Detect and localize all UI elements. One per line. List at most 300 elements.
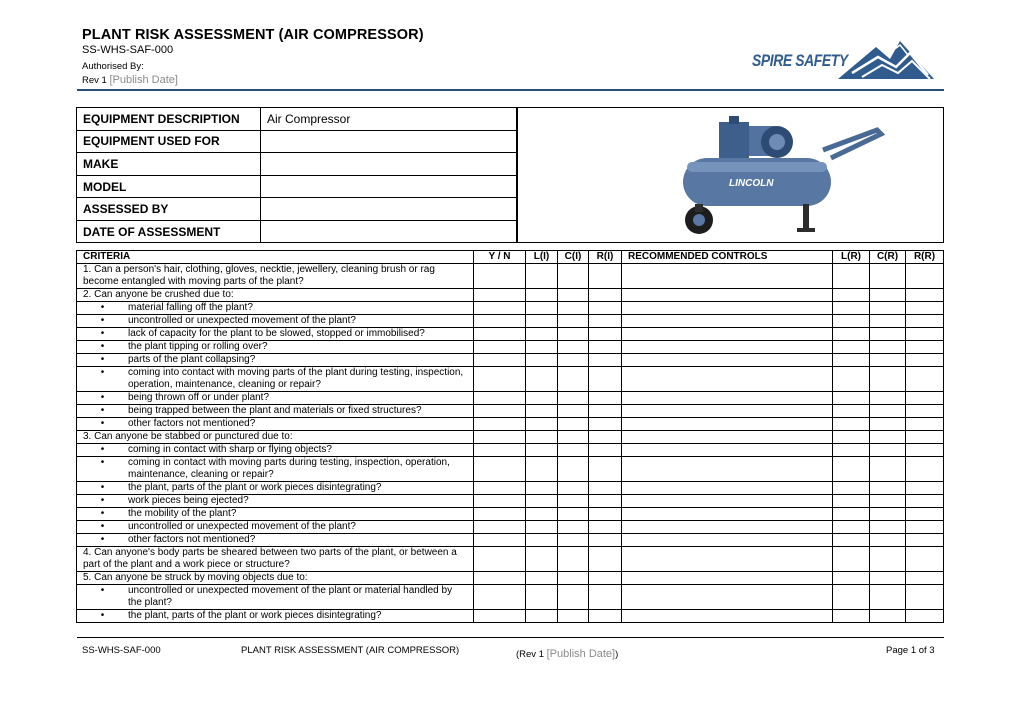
criteria-row [77,328,944,341]
risk-residual-cell[interactable] [906,341,944,354]
bullet-icon: • [100,418,105,429]
likelihood-initial-cell[interactable] [526,341,558,354]
likelihood-residual-cell[interactable] [833,534,870,547]
criteria-sub-item [77,341,474,354]
consequence-residual-cell[interactable] [870,534,906,547]
likelihood-residual-cell[interactable] [833,367,870,392]
spire-safety-logo [752,37,937,83]
consequence-residual-cell[interactable] [870,521,906,534]
consequence-initial-cell[interactable] [558,264,589,289]
criteria-row [77,610,944,623]
criteria-row [77,508,944,521]
consequence-residual-cell[interactable] [870,315,906,328]
risk-initial-cell[interactable] [589,354,622,367]
recommended-controls-cell[interactable] [622,354,833,367]
consequence-residual-cell[interactable] [870,405,906,418]
consequence-residual-cell[interactable] [870,367,906,392]
likelihood-residual-cell[interactable] [833,289,870,302]
likelihood-initial-cell[interactable] [526,328,558,341]
footer-rev-label: (Rev 1 [516,649,544,660]
likelihood-initial-cell[interactable] [526,405,558,418]
equipment-field-label: MODEL [77,175,261,198]
likelihood-residual-cell[interactable] [833,585,870,610]
bullet-icon: • [100,495,105,506]
yes-no-cell[interactable] [474,482,526,495]
likelihood-initial-cell[interactable] [526,289,558,302]
equipment-row [77,220,517,242]
consequence-residual-cell[interactable] [870,431,906,444]
risk-initial-cell[interactable] [589,431,622,444]
footer-revision [516,648,618,660]
risk-residual-cell[interactable] [906,610,944,623]
yes-no-cell[interactable] [474,444,526,457]
equipment-field-value[interactable] [261,130,517,153]
likelihood-initial-cell[interactable] [526,585,558,610]
risk-initial-cell[interactable] [589,392,622,405]
criteria-text: lack of capacity for the plant to be slowed, stopped or immobilised? [128,328,425,339]
risk-initial-cell[interactable] [589,289,622,302]
likelihood-residual-cell[interactable] [833,328,870,341]
recommended-controls-cell[interactable] [622,585,833,610]
consequence-residual-cell[interactable] [870,572,906,585]
risk-residual-cell[interactable] [906,405,944,418]
consequence-residual-cell[interactable] [870,610,906,623]
yes-no-cell[interactable] [474,547,526,572]
criteria-row [77,418,944,431]
recommended-controls-cell[interactable] [622,392,833,405]
equipment-field-value[interactable] [261,175,517,198]
equipment-field-label: ASSESSED BY [77,198,261,221]
bullet-icon: • [100,444,105,455]
risk-residual-cell[interactable] [906,508,944,521]
consequence-initial-cell[interactable] [558,521,589,534]
consequence-initial-cell[interactable] [558,367,589,392]
equipment-field-label: EQUIPMENT USED FOR [77,130,261,153]
recommended-controls-cell[interactable] [622,572,833,585]
likelihood-residual-cell[interactable] [833,431,870,444]
criteria-row [77,547,944,572]
likelihood-initial-cell[interactable] [526,457,558,482]
recommended-controls-cell[interactable] [622,521,833,534]
risk-initial-cell[interactable] [589,610,622,623]
criteria-row [77,585,944,610]
authorised-by-label: Authorised By: [82,61,144,72]
risk-initial-cell[interactable] [589,572,622,585]
risk-initial-cell[interactable] [589,341,622,354]
criteria-sub-item [77,585,474,610]
recommended-controls-cell[interactable] [622,418,833,431]
yes-no-cell[interactable] [474,521,526,534]
consequence-initial-cell[interactable] [558,289,589,302]
consequence-initial-cell[interactable] [558,572,589,585]
consequence-residual-cell[interactable] [870,392,906,405]
air-compressor-image [637,112,897,238]
criteria-sub-item [77,444,474,457]
criteria-question: 2. Can anyone be crushed due to: [77,289,474,302]
yes-no-cell[interactable] [474,302,526,315]
equipment-row [77,198,517,221]
risk-initial-cell[interactable] [589,585,622,610]
likelihood-residual-header: L(R) [833,251,870,264]
criteria-text: uncontrolled or unexpected movement of the plant? [128,315,356,326]
likelihood-residual-cell[interactable] [833,508,870,521]
likelihood-initial-cell[interactable] [526,315,558,328]
equipment-field-value[interactable] [261,220,517,242]
likelihood-residual-cell[interactable] [833,392,870,405]
risk-initial-cell[interactable] [589,547,622,572]
risk-initial-cell[interactable] [589,302,622,315]
yes-no-cell[interactable] [474,315,526,328]
consequence-initial-cell[interactable] [558,328,589,341]
risk-initial-cell[interactable] [589,534,622,547]
footer-rev-close: ) [615,649,619,660]
criteria-text: being trapped between the plant and materials or fixed structures? [128,405,422,416]
criteria-text: work pieces being ejected? [128,495,249,506]
consequence-initial-cell[interactable] [558,482,589,495]
bullet-icon: • [100,457,105,468]
consequence-initial-cell[interactable] [558,610,589,623]
likelihood-initial-cell[interactable] [526,610,558,623]
equipment-row [77,130,517,153]
risk-residual-cell[interactable] [906,572,944,585]
risk-residual-cell[interactable] [906,418,944,431]
criteria-text: the plant, parts of the plant or work pieces disintegrating? [128,610,382,621]
likelihood-initial-cell[interactable] [526,302,558,315]
criteria-sub-item [77,392,474,405]
yes-no-cell[interactable] [474,585,526,610]
criteria-sub-item [77,405,474,418]
compressor-brand-label: LINCOLN [729,178,774,189]
criteria-row [77,367,944,392]
criteria-row [77,482,944,495]
risk-residual-cell[interactable] [906,392,944,405]
risk-initial-cell[interactable] [589,482,622,495]
yes-no-cell[interactable] [474,264,526,289]
consequence-initial-cell[interactable] [558,508,589,521]
equipment-field-label: DATE OF ASSESSMENT [77,220,261,242]
criteria-sub-item [77,457,474,482]
bullet-icon: • [100,405,105,416]
bullet-icon: • [100,508,105,519]
criteria-row [77,289,944,302]
bullet-icon: • [100,482,105,493]
criteria-row [77,341,944,354]
recommended-controls-cell[interactable] [622,444,833,457]
consequence-initial-cell[interactable] [558,392,589,405]
risk-residual-cell[interactable] [906,289,944,302]
criteria-sub-item [77,482,474,495]
criteria-text: the plant tipping or rolling over? [128,341,268,352]
recommended-controls-cell[interactable] [622,264,833,289]
criteria-header-row [77,251,944,264]
risk-residual-cell[interactable] [906,495,944,508]
likelihood-initial-cell[interactable] [526,534,558,547]
consequence-residual-cell[interactable] [870,289,906,302]
yes-no-cell[interactable] [474,289,526,302]
risk-residual-cell[interactable] [906,264,944,289]
risk-initial-cell[interactable] [589,508,622,521]
criteria-text: other factors not mentioned? [128,418,256,429]
likelihood-residual-cell[interactable] [833,444,870,457]
likelihood-initial-cell[interactable] [526,521,558,534]
consequence-initial-cell[interactable] [558,341,589,354]
bullet-icon: • [100,392,105,403]
equipment-field-value[interactable] [261,198,517,221]
criteria-question: 4. Can anyone's body parts be sheared between two parts of the plant, or between a part of the plant and a work piece or structure? [77,547,474,572]
risk-residual-cell[interactable] [906,534,944,547]
risk-initial-cell[interactable] [589,264,622,289]
likelihood-residual-cell[interactable] [833,341,870,354]
recommended-controls-cell[interactable] [622,482,833,495]
yes-no-cell[interactable] [474,392,526,405]
criteria-sub-item [77,367,474,392]
recommended-controls-cell[interactable] [622,315,833,328]
recommended-controls-cell[interactable] [622,328,833,341]
criteria-row [77,495,944,508]
likelihood-residual-cell[interactable] [833,264,870,289]
yes-no-cell[interactable] [474,495,526,508]
yes-no-cell[interactable] [474,367,526,392]
recommended-controls-cell[interactable] [622,302,833,315]
yes-no-cell[interactable] [474,610,526,623]
criteria-text: the mobility of the plant? [128,508,237,519]
bullet-icon: • [100,521,105,532]
recommended-controls-cell[interactable] [622,610,833,623]
recommended-controls-cell[interactable] [622,547,833,572]
yes-no-cell[interactable] [474,405,526,418]
recommended-controls-cell[interactable] [622,457,833,482]
consequence-residual-cell[interactable] [870,495,906,508]
criteria-text: material falling off the plant? [128,302,253,313]
yes-no-cell[interactable] [474,457,526,482]
risk-residual-cell[interactable] [906,431,944,444]
footer-code: SS-WHS-SAF-000 [82,645,161,656]
risk-residual-cell[interactable] [906,315,944,328]
recommended-controls-cell[interactable] [622,495,833,508]
likelihood-residual-cell[interactable] [833,418,870,431]
equipment-field-label: EQUIPMENT DESCRIPTION [77,108,261,130]
likelihood-residual-cell[interactable] [833,482,870,495]
mountain-logo-icon [838,37,938,83]
yes-no-cell[interactable] [474,354,526,367]
consequence-initial-cell[interactable] [558,315,589,328]
consequence-initial-cell[interactable] [558,585,589,610]
likelihood-initial-header: L(I) [526,251,558,264]
consequence-residual-cell[interactable] [870,341,906,354]
risk-initial-cell[interactable] [589,367,622,392]
likelihood-initial-cell[interactable] [526,264,558,289]
criteria-row [77,521,944,534]
yes-no-cell[interactable] [474,431,526,444]
bullet-icon: • [100,610,105,621]
criteria-sub-item [77,328,474,341]
criteria-row [77,572,944,585]
consequence-initial-cell[interactable] [558,547,589,572]
criteria-row [77,392,944,405]
risk-initial-cell[interactable] [589,418,622,431]
header-divider [77,89,944,91]
risk-residual-cell[interactable] [906,585,944,610]
footer-divider [77,637,944,638]
risk-residual-cell[interactable] [906,328,944,341]
criteria-row [77,431,944,444]
criteria-text: uncontrolled or unexpected movement of the plant or material handled by the plant? [128,585,453,608]
consequence-residual-cell[interactable] [870,457,906,482]
bullet-icon: • [100,341,105,352]
likelihood-residual-cell[interactable] [833,572,870,585]
likelihood-initial-cell[interactable] [526,392,558,405]
consequence-initial-cell[interactable] [558,444,589,457]
risk-initial-cell[interactable] [589,495,622,508]
likelihood-residual-cell[interactable] [833,354,870,367]
equipment-field-value[interactable] [261,153,517,176]
likelihood-residual-cell[interactable] [833,302,870,315]
criteria-row [77,315,944,328]
consequence-residual-cell[interactable] [870,264,906,289]
risk-initial-cell[interactable] [589,405,622,418]
yes-no-cell[interactable] [474,341,526,354]
consequence-residual-header: C(R) [870,251,906,264]
risk-residual-cell[interactable] [906,354,944,367]
consequence-residual-cell[interactable] [870,508,906,521]
consequence-residual-cell[interactable] [870,585,906,610]
consequence-residual-cell[interactable] [870,547,906,572]
equipment-details-table [76,107,944,243]
criteria-text: other factors not mentioned? [128,534,256,545]
equipment-field-label: MAKE [77,153,261,176]
likelihood-residual-cell[interactable] [833,610,870,623]
bullet-icon: • [100,534,105,545]
criteria-row [77,444,944,457]
recommended-controls-cell[interactable] [622,341,833,354]
likelihood-initial-cell[interactable] [526,547,558,572]
risk-residual-cell[interactable] [906,367,944,392]
equipment-row [77,153,517,176]
consequence-residual-cell[interactable] [870,444,906,457]
criteria-row [77,302,944,315]
consequence-initial-cell[interactable] [558,302,589,315]
yes-no-cell[interactable] [474,508,526,521]
consequence-initial-cell[interactable] [558,534,589,547]
document-code: SS-WHS-SAF-000 [82,44,174,56]
equipment-field-value[interactable]: Air Compressor [261,108,517,130]
bullet-icon: • [100,315,105,326]
likelihood-initial-cell[interactable] [526,508,558,521]
consequence-residual-cell[interactable] [870,354,906,367]
risk-initial-cell[interactable] [589,328,622,341]
consequence-initial-cell[interactable] [558,457,589,482]
consequence-residual-cell[interactable] [870,418,906,431]
consequence-initial-cell[interactable] [558,418,589,431]
likelihood-initial-cell[interactable] [526,431,558,444]
risk-residual-cell[interactable] [906,547,944,572]
consequence-residual-cell[interactable] [870,328,906,341]
risk-initial-cell[interactable] [589,444,622,457]
bullet-icon: • [100,354,105,365]
recommended-controls-cell[interactable] [622,508,833,521]
likelihood-residual-cell[interactable] [833,495,870,508]
logo-wordmark: SPIRE SAFETY [752,51,848,70]
criteria-sub-item [77,610,474,623]
risk-residual-cell[interactable] [906,521,944,534]
criteria-question: 5. Can anyone be struck by moving objects due to: [77,572,474,585]
likelihood-initial-cell[interactable] [526,418,558,431]
recommended-controls-cell[interactable] [622,289,833,302]
bullet-icon: • [100,585,105,596]
revision-label: Rev 1 [82,75,107,86]
yes-no-cell[interactable] [474,328,526,341]
consequence-residual-cell[interactable] [870,302,906,315]
recommended-controls-cell[interactable] [622,367,833,392]
yes-no-cell[interactable] [474,534,526,547]
likelihood-residual-cell[interactable] [833,521,870,534]
criteria-row [77,405,944,418]
footer-page-number: Page 1 of 3 [886,645,935,656]
criteria-text: uncontrolled or unexpected movement of the plant? [128,521,356,532]
criteria-sub-item [77,315,474,328]
recommended-controls-cell[interactable] [622,405,833,418]
likelihood-residual-cell[interactable] [833,405,870,418]
criteria-text: being thrown off or under plant? [128,392,270,403]
yes-no-cell[interactable] [474,418,526,431]
criteria-question: 3. Can anyone be stabbed or punctured due to: [77,431,474,444]
publish-date-placeholder[interactable]: [Publish Date] [109,74,178,86]
equipment-row [77,175,517,198]
likelihood-initial-cell[interactable] [526,482,558,495]
likelihood-initial-cell[interactable] [526,572,558,585]
bullet-icon: • [100,328,105,339]
risk-residual-cell[interactable] [906,457,944,482]
likelihood-initial-cell[interactable] [526,354,558,367]
likelihood-initial-cell[interactable] [526,367,558,392]
consequence-initial-cell[interactable] [558,431,589,444]
consequence-initial-cell[interactable] [558,405,589,418]
risk-residual-cell[interactable] [906,482,944,495]
recommended-controls-cell[interactable] [622,431,833,444]
likelihood-residual-cell[interactable] [833,547,870,572]
risk-initial-header: R(I) [589,251,622,264]
yes-no-cell[interactable] [474,572,526,585]
consequence-initial-cell[interactable] [558,495,589,508]
risk-initial-cell[interactable] [589,457,622,482]
likelihood-residual-cell[interactable] [833,457,870,482]
footer-publish-date-placeholder[interactable]: [Publish Date] [546,648,616,660]
criteria-text: the plant, parts of the plant or work pieces disintegrating? [128,482,382,493]
risk-initial-cell[interactable] [589,315,622,328]
likelihood-residual-cell[interactable] [833,315,870,328]
document-title: PLANT RISK ASSESSMENT (AIR COMPRESSOR) [82,27,424,43]
criteria-row [77,354,944,367]
consequence-initial-cell[interactable] [558,354,589,367]
criteria-sub-item [77,534,474,547]
recommended-controls-header: RECOMMENDED CONTROLS [622,251,833,264]
recommended-controls-cell[interactable] [622,534,833,547]
likelihood-initial-cell[interactable] [526,495,558,508]
criteria-sub-item [77,521,474,534]
bullet-icon: • [100,367,105,378]
risk-residual-cell[interactable] [906,444,944,457]
bullet-icon: • [100,302,105,313]
criteria-row [77,534,944,547]
consequence-residual-cell[interactable] [870,482,906,495]
criteria-sub-item [77,495,474,508]
likelihood-initial-cell[interactable] [526,444,558,457]
criteria-header: CRITERIA [77,251,474,264]
risk-residual-cell[interactable] [906,302,944,315]
risk-residual-header: R(R) [906,251,944,264]
footer-title: PLANT RISK ASSESSMENT (AIR COMPRESSOR) [241,645,460,656]
risk-initial-cell[interactable] [589,521,622,534]
